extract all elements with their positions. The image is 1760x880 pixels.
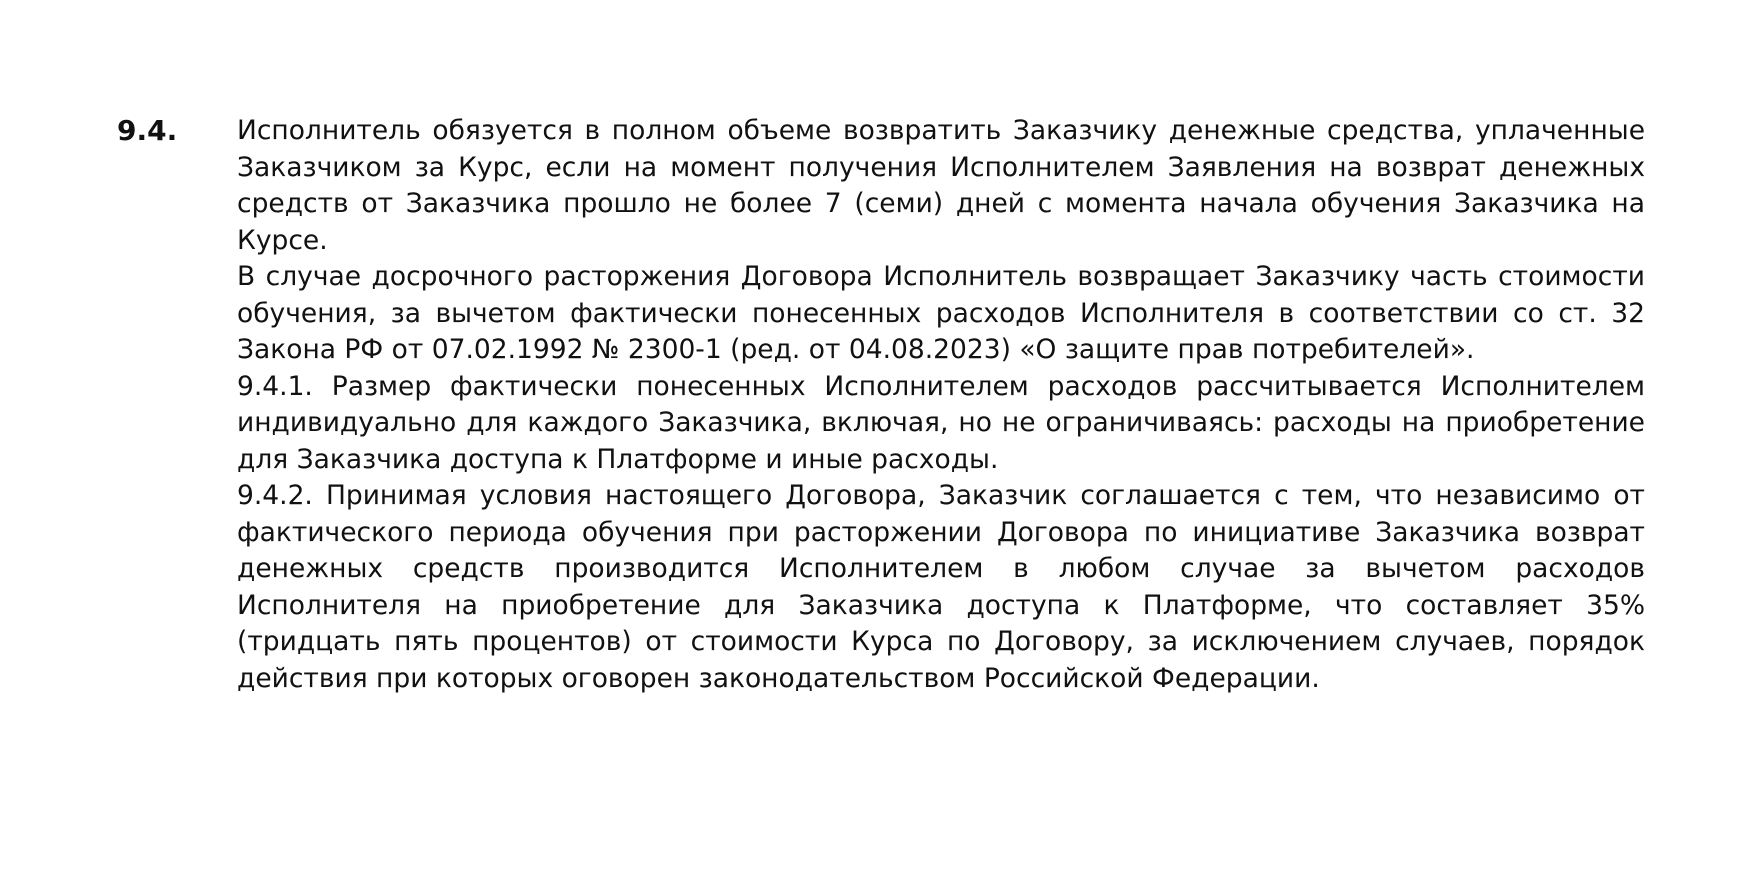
subclause-9-4-1: 9.4.1. Размер фактически понесенных Исполнителем расходов рассчитывается Исполнителем индивидуально для каждого Заказчика, включая, но не ограничиваясь: расходы на приобретение для Заказчика доступа к Платформе и иные расходы. xyxy=(237,370,1645,475)
paragraph-refund-full: Исполнитель обязуется в полном объеме возвратить Заказчику денежные средства, уплаченные Заказчиком за Курс, если на момент получения Исполнителем Заявления на возврат денежных средств от Заказчика прошло не более 7 (семи) дней с момента начала обучения Заказчика на Курсе. xyxy=(237,115,1645,256)
clause-number: 9.4. xyxy=(117,114,178,147)
clause-body xyxy=(237,113,1645,697)
paragraph-early-termination: В случае досрочного расторжения Договора Исполнитель возвращает Заказчику часть стоимости обучения, за вычетом фактически понесенных расходов Исполнителя в соответствии со ст. 32 Закона РФ от 07.02.1992 № 2300-1 (ред. от 04.08.2023) «О защите прав потребителей». xyxy=(237,261,1645,365)
subclause-9-4-2: 9.4.2. Принимая условия настоящего Договора, Заказчик соглашается с тем, что независимо от фактического периода обучения при расторжении Договора по инициативе Заказчика возврат денежных средств производится Исполнителем в любом случае за вычетом расходов Исполнителя на приобретение для Заказчика доступа к Платформе, что составляет 35% (тридцать пять процентов) от стоимости Курса по Договору, за исключением случаев, порядок действия при которых оговорен законодательством Российской Федерации. xyxy=(237,480,1645,694)
